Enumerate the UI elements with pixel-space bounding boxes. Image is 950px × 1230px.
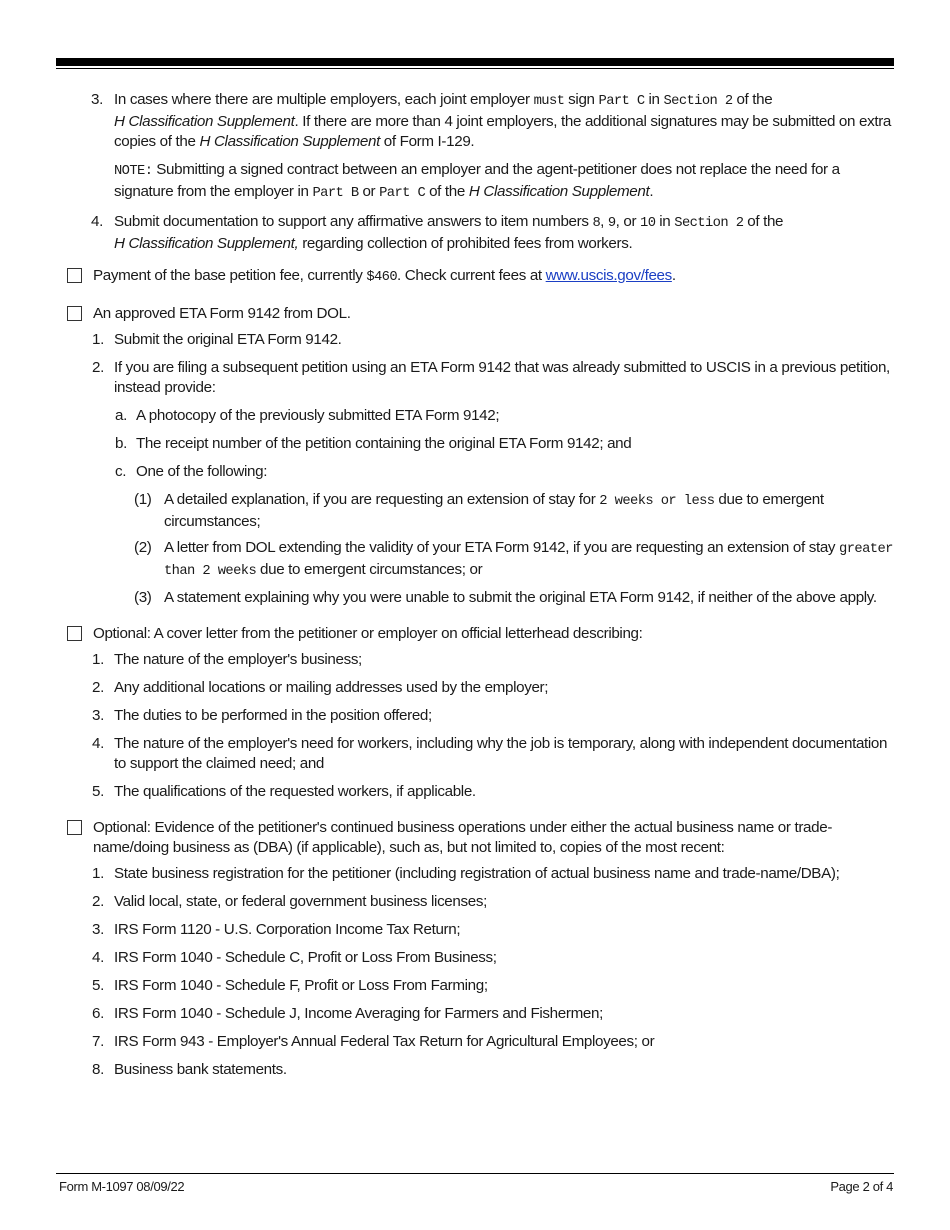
list-item: 1. Submit the original ETA Form 9142. [92, 331, 342, 348]
header-rule-thin [56, 68, 894, 69]
list-item: 5. The qualifications of the requested workers, if applicable. [92, 783, 476, 800]
note-label: NOTE: [114, 164, 153, 179]
list-item: 8. Business bank statements. [92, 1061, 287, 1078]
header-rule-thick [56, 58, 894, 66]
list-item: c. One of the following: [115, 463, 268, 480]
list-item: (1) A detailed explanation, if you are requesting an extension of stay for 2 weeks or less due to emergent circumstances; [134, 491, 824, 530]
list-item: 2. Any additional locations or mailing addresses used by the employer; [92, 679, 549, 696]
evidence-checkbox[interactable] [67, 820, 82, 835]
item-number: 3. [91, 91, 103, 108]
list-item-4: 4. Submit documentation to support any affirmative answers to item numbers 8, 9, or 10 in Section 2 of the H Classification Supplement, regarding collection of prohibited fees from workers. [91, 213, 784, 252]
list-item: a. A photocopy of the previously submitted ETA Form 9142; [115, 407, 500, 424]
footer-rule [56, 1173, 894, 1174]
list-item: 1. The nature of the employer's business; [92, 651, 362, 668]
list-item: 3. The duties to be performed in the position offered; [92, 707, 432, 724]
item-number: 4. [91, 213, 103, 230]
list-item: (3) A statement explaining why you were unable to submit the original ETA Form 9142, if neither of the above apply. [134, 589, 877, 606]
form-id: Form M-1097 08/09/22 [59, 1179, 185, 1194]
cover-letter-checklist-item [56, 624, 901, 644]
fee-checkbox[interactable] [67, 268, 82, 283]
list-item-3: 3. In cases where there are multiple employers, each joint employer must sign Part C in Section 2 of the H Classification Supplement. If there are more than 4 joint employers, the additional signatures may be submitted on extra copies of the H Classification Supplement of Form I-129. [91, 91, 892, 150]
list-item: 2. If you are filing a subsequent petition using an ETA Form 9142 that was already submitted to USCIS in a previous petition, instead provide: [92, 359, 890, 396]
eta-heading: An approved ETA Form 9142 from DOL. [93, 305, 351, 322]
list-item: 4. The nature of the employer's need for workers, including why the job is temporary, along with independent documentation to support the claimed need; and [92, 735, 888, 772]
document-body [56, 90, 901, 1088]
cover-letter-checkbox[interactable] [67, 626, 82, 641]
fees-link[interactable]: www.uscis.gov/fees [545, 267, 672, 284]
evidence-checklist-item [56, 818, 901, 858]
list-item: (2) A letter from DOL extending the validity of your ETA Form 9142, if you are requesting an extension of stay greater than 2 weeks due to emergent circumstances; or [134, 539, 893, 579]
list-item: 6. IRS Form 1040 - Schedule J, Income Averaging for Farmers and Fishermen; [92, 1005, 603, 1022]
list-item: 3. IRS Form 1120 - U.S. Corporation Income Tax Return; [92, 921, 461, 938]
list-item: 2. Valid local, state, or federal government business licenses; [92, 893, 487, 910]
list-item: 5. IRS Form 1040 - Schedule F, Profit or Loss From Farming; [92, 977, 488, 994]
eta-checklist-item [56, 304, 901, 324]
list-item: 7. IRS Form 943 - Employer's Annual Federal Tax Return for Agricultural Employees; or [92, 1033, 655, 1050]
list-item: 1. State business registration for the petitioner (including registration of actual business name and trade-name/DBA); [92, 865, 840, 882]
fee-checklist-item: Payment of the base petition fee, currently $460. Check current fees at www.uscis.gov/fees. [56, 266, 901, 288]
eta-checkbox[interactable] [67, 306, 82, 321]
cover-letter-heading: Optional: A cover letter from the petitioner or employer on official letterhead describing: [93, 625, 643, 642]
list-item: b. The receipt number of the petition containing the original ETA Form 9142; and [115, 435, 632, 452]
list-item: 4. IRS Form 1040 - Schedule C, Profit or Loss From Business; [92, 949, 497, 966]
note-paragraph: NOTE: Submitting a signed contract between an employer and the agent-petitioner does not replace the need for a signature from the employer in Part B or Part C of the H Classification Supplement. [114, 161, 840, 201]
evidence-heading: Optional: Evidence of the petitioner's continued business operations under either the actual business name or trade-name/doing business as (DBA) (if applicable), such as, but not limited to, copies of the most recent: [93, 819, 833, 856]
page-number: Page 2 of 4 [830, 1179, 893, 1194]
